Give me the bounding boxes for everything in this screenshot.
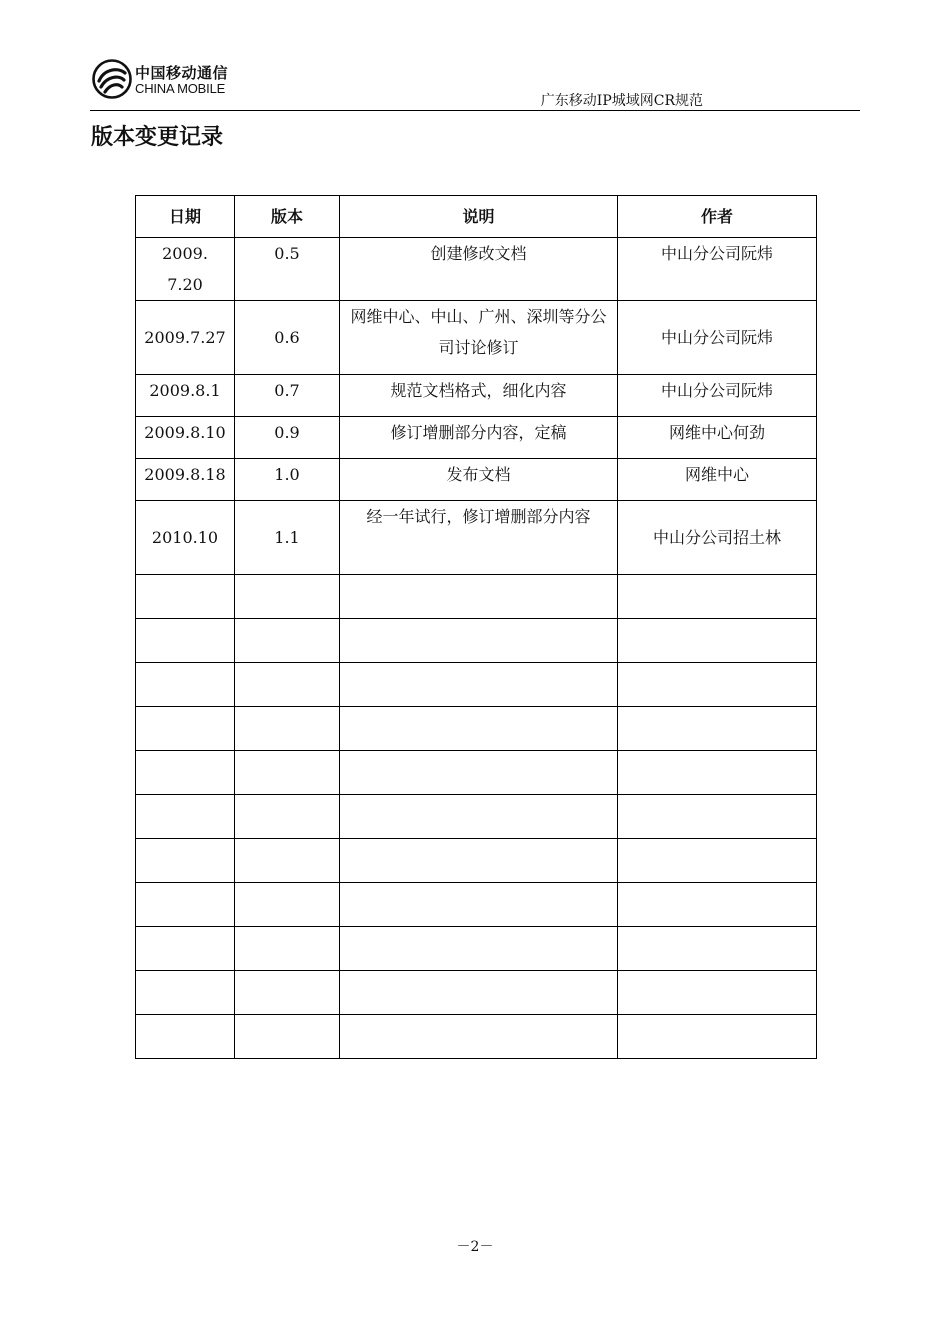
- table-row: [136, 238, 817, 301]
- cell-description: 创建修改文档: [340, 238, 618, 301]
- cell-description-empty: [340, 927, 618, 971]
- empty-table-row: [136, 663, 817, 707]
- cell-date: 2009.8.1: [136, 375, 235, 417]
- empty-table-row: [136, 1015, 817, 1059]
- cell-version-empty: [235, 751, 340, 795]
- cell-author-empty: [618, 1015, 817, 1059]
- cell-date-empty: [136, 971, 235, 1015]
- cell-date-empty: [136, 795, 235, 839]
- header-divider: [90, 110, 860, 111]
- cell-description-empty: [340, 707, 618, 751]
- cell-version-empty: [235, 971, 340, 1015]
- cell-description-empty: [340, 795, 618, 839]
- cell-date-empty: [136, 707, 235, 751]
- cell-version-empty: [235, 883, 340, 927]
- cell-version: 0.5: [235, 238, 340, 301]
- cell-description-empty: [340, 839, 618, 883]
- cell-date-empty: [136, 839, 235, 883]
- cell-description-empty: [340, 883, 618, 927]
- china-mobile-logo: [92, 59, 242, 101]
- cell-date-empty: [136, 751, 235, 795]
- table-row: [136, 501, 817, 575]
- cell-author: 中山分公司阮炜: [618, 238, 817, 301]
- version-history-table: [135, 195, 817, 1059]
- cell-author: 中山分公司招土林: [618, 501, 817, 575]
- cell-date: 2009.7.27: [136, 301, 235, 375]
- cell-version-empty: [235, 839, 340, 883]
- cell-author-empty: [618, 575, 817, 619]
- table-row: [136, 301, 817, 375]
- cell-version-empty: [235, 619, 340, 663]
- cell-description: 发布文档: [340, 459, 618, 501]
- table-row: [136, 459, 817, 501]
- cell-description-empty: [340, 619, 618, 663]
- empty-table-row: [136, 795, 817, 839]
- cell-author-empty: [618, 795, 817, 839]
- empty-table-row: [136, 971, 817, 1015]
- cell-version: 0.9: [235, 417, 340, 459]
- cell-date: 2010.10: [136, 501, 235, 575]
- logo-chinese-text: 中国移动通信: [135, 64, 229, 82]
- cell-author: 网维中心何劲: [618, 417, 817, 459]
- cell-author-empty: [618, 619, 817, 663]
- document-title: 广东移动IP城域网CR规范: [540, 93, 703, 109]
- empty-table-row: [136, 751, 817, 795]
- table-row: [136, 417, 817, 459]
- empty-table-row: [136, 883, 817, 927]
- cell-description-empty: [340, 971, 618, 1015]
- cell-version-empty: [235, 575, 340, 619]
- cell-date-empty: [136, 883, 235, 927]
- cell-author-empty: [618, 707, 817, 751]
- cell-author-empty: [618, 927, 817, 971]
- cell-author: 中山分公司阮炜: [618, 375, 817, 417]
- logo-english-text: CHINA MOBILE: [135, 81, 226, 96]
- cell-author-empty: [618, 883, 817, 927]
- cell-version-empty: [235, 1015, 340, 1059]
- empty-table-row: [136, 927, 817, 971]
- cell-date: 2009. 7.20: [136, 238, 235, 301]
- cell-author-empty: [618, 839, 817, 883]
- cell-description: 网维中心、中山、广州、深圳等分公司讨论修订: [340, 301, 618, 375]
- empty-table-row: [136, 619, 817, 663]
- cell-date-empty: [136, 619, 235, 663]
- cell-author-empty: [618, 971, 817, 1015]
- cell-author-empty: [618, 751, 817, 795]
- cell-version-empty: [235, 927, 340, 971]
- cell-version-empty: [235, 663, 340, 707]
- cell-description-empty: [340, 751, 618, 795]
- cell-description-empty: [340, 663, 618, 707]
- cell-author: 网维中心: [618, 459, 817, 501]
- empty-table-row: [136, 575, 817, 619]
- cell-description: 修订增删部分内容，定稿: [340, 417, 618, 459]
- cell-date-empty: [136, 663, 235, 707]
- cell-date-empty: [136, 1015, 235, 1059]
- column-header-date: 日期: [136, 196, 235, 238]
- column-header-description: 说明: [340, 196, 618, 238]
- china-mobile-logo-icon: [92, 59, 132, 99]
- cell-date: 2009.8.18: [136, 459, 235, 501]
- table-header-row: [136, 196, 817, 238]
- cell-version-empty: [235, 707, 340, 751]
- empty-table-row: [136, 839, 817, 883]
- cell-date-empty: [136, 575, 235, 619]
- cell-description: 经一年试行，修订增删部分内容: [340, 501, 618, 575]
- empty-table-row: [136, 707, 817, 751]
- cell-author-empty: [618, 663, 817, 707]
- page-number: －2－: [456, 1239, 494, 1255]
- cell-author: 中山分公司阮炜: [618, 301, 817, 375]
- cell-description-empty: [340, 1015, 618, 1059]
- cell-description-empty: [340, 575, 618, 619]
- cell-version: 0.7: [235, 375, 340, 417]
- cell-date-empty: [136, 927, 235, 971]
- cell-version: 1.1: [235, 501, 340, 575]
- table-row: [136, 375, 817, 417]
- cell-version: 1.0: [235, 459, 340, 501]
- cell-version-empty: [235, 795, 340, 839]
- cell-date: 2009.8.10: [136, 417, 235, 459]
- column-header-version: 版本: [235, 196, 340, 238]
- page-heading: 版本变更记录: [91, 125, 224, 150]
- column-header-author: 作者: [618, 196, 817, 238]
- cell-version: 0.6: [235, 301, 340, 375]
- cell-description: 规范文档格式，细化内容: [340, 375, 618, 417]
